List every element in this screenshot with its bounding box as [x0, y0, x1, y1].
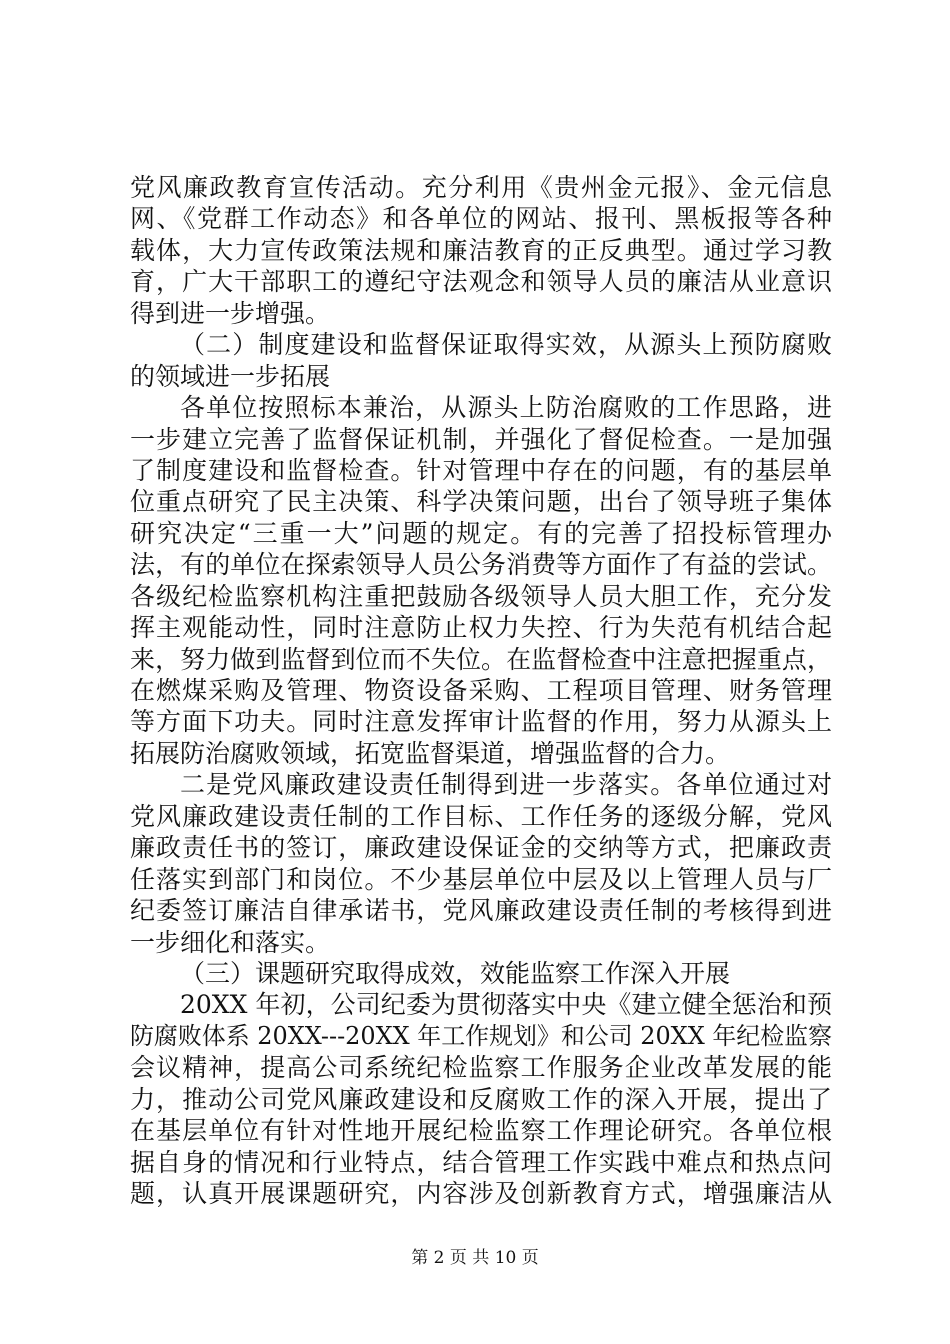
text-line: 20XX 年初，公司纪委为贯彻落实中央《建立健全惩治和预 — [180, 990, 832, 1020]
text-line: 网、《党群工作动态》和各单位的网站、报刊、黑板报等各种 — [130, 204, 832, 234]
text-line: 纪委签订廉洁自律承诺书，党风廉政建设责任制的考核得到进 — [130, 896, 832, 926]
text-line: 各级纪检监察机构注重把鼓励各级领导人员大胆工作，充分发 — [130, 581, 832, 611]
text-line: 防腐败体系 20XX---20XX 年工作规划》和公司 20XX 年纪检监察 — [130, 1021, 832, 1050]
text-line: 二是党风廉政建设责任制得到进一步落实。各单位通过对 — [180, 770, 832, 800]
text-line: 任落实到部门和岗位。不少基层单位中层及以上管理人员与厂 — [130, 864, 832, 894]
text-line: 了制度建设和监督检查。针对管理中存在的问题，有的基层单 — [130, 455, 832, 485]
text-line: 据自身的情况和行业特点，结合管理工作实践中难点和热点问 — [130, 1147, 832, 1177]
text-line: 来，努力做到监督到位而不失位。在监督检查中注意把握重点， — [130, 644, 832, 674]
document-body — [130, 172, 832, 1209]
text-line: （二）制度建设和监督保证取得实效，从源头上预防腐败 — [180, 330, 832, 360]
text-line: 在基层单位有针对性地开展纪检监察工作理论研究。各单位根 — [130, 1116, 832, 1146]
text-line: （三）课题研究取得成效，效能监察工作深入开展 — [180, 958, 731, 988]
text-line: 廉政责任书的签订，廉政建设保证金的交纳等方式，把廉政责 — [130, 833, 832, 863]
text-line: 法，有的单位在探索领导人员公务消费等方面作了有益的尝试。 — [130, 550, 832, 580]
text-line: 育，广大干部职工的遵纪守法观念和领导人员的廉洁从业意识 — [130, 267, 832, 297]
text-line: 拓展防治腐败领域，拓宽监督渠道，增强监督的合力。 — [130, 738, 731, 768]
text-line: 得到进一步增强。 — [130, 298, 331, 328]
text-line: 各单位按照标本兼治，从源头上防治腐败的工作思路，进 — [180, 393, 832, 423]
text-line: 题，认真开展课题研究，内容涉及创新教育方式，增强廉洁从 — [130, 1179, 832, 1208]
text-line: 等方面下功夫。同时注意发挥审计监督的作用，努力从源头上 — [130, 707, 832, 737]
text-line: 一步建立完善了监督保证机制，并强化了督促检查。一是加强 — [130, 424, 832, 454]
text-line: 研究决定“三重一大”问题的规定。有的完善了招投标管理办 — [130, 518, 832, 548]
page-footer: 第 2 页 共 10 页 — [411, 1248, 539, 1268]
text-line: 党风廉政建设责任制的工作目标、工作任务的逐级分解，党风 — [130, 801, 832, 831]
text-line: 挥主观能动性，同时注意防止权力失控、行为失范有机结合起 — [130, 613, 832, 643]
text-line: 会议精神，提高公司系统纪检监察工作服务企业改革发展的能 — [130, 1053, 832, 1083]
text-line: 在燃煤采购及管理、物资设备采购、工程项目管理、财务管理 — [130, 676, 832, 705]
text-line: 的领域进一步拓展 — [130, 361, 331, 391]
text-line: 载体，大力宣传政策法规和廉洁教育的正反典型。通过学习教 — [130, 235, 832, 265]
text-line: 位重点研究了民主决策、科学决策问题，出台了领导班子集体 — [130, 487, 832, 517]
text-line: 力，推动公司党风廉政建设和反腐败工作的深入开展，提出了 — [130, 1084, 832, 1114]
text-line: 一步细化和落实。 — [130, 927, 331, 957]
text-line: 党风廉政教育宣传活动。充分利用《贵州金元报》、金元信息 — [130, 173, 832, 202]
